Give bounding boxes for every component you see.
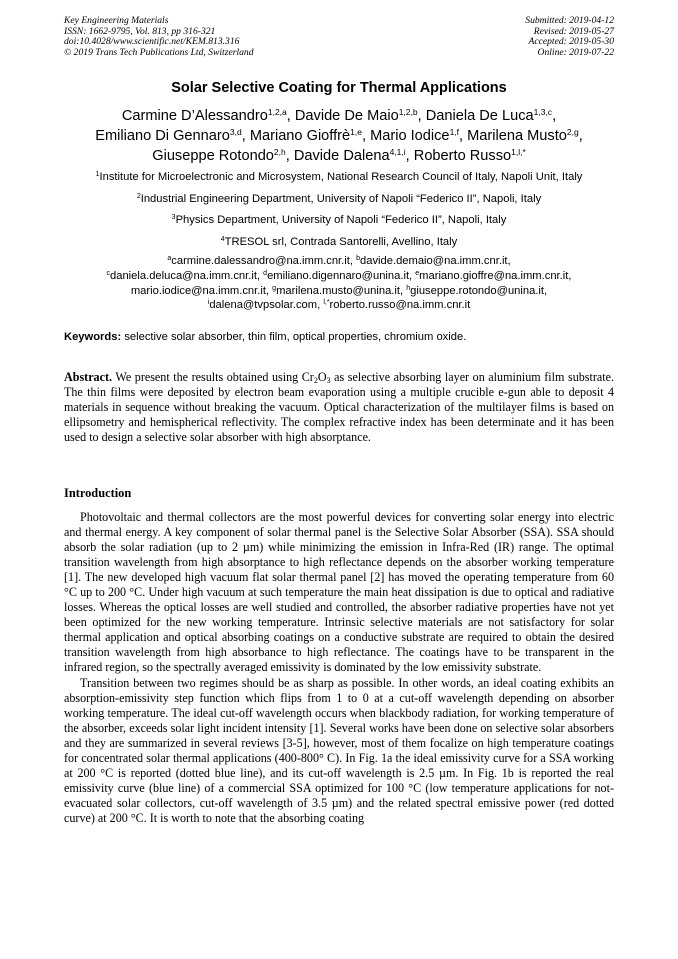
author-sup: 2,h	[273, 147, 286, 157]
affiliation	[50, 232, 628, 254]
date-revised: Revised: 2019-05-27	[533, 25, 614, 37]
affiliation-text: Institute for Microelectronic and Microsystem, National Research Council of Italy, Napoli Unit, Italy	[99, 171, 583, 183]
author-name: Davide De Maio	[294, 108, 399, 124]
abstract-text: as selective absorbing layer on aluminium film substrate. The thin films were deposited by electron beam evaporation using a multiple crucible e-gun able to deposit 4 materials in sequence without breaking the vacuum. Optical characterization of the multilayer films is based on ellipsometry and hemispherical reflectivity. The complex refractive index has been determinate and it has been used to design a selective solar absorber with high absorptance.	[64, 370, 615, 444]
author-name: Davide Dalena	[293, 148, 390, 164]
affiliation-sup: 4	[220, 235, 225, 243]
email-line: $^i$dalena@tvpsolar.com, $^{l,*}$roberto.russo@na.imm.cnr.it	[207, 299, 471, 312]
author-name: Marilena Musto	[467, 128, 567, 144]
section-heading: Introduction	[64, 486, 132, 500]
author-sup: 1,2,b	[398, 107, 418, 117]
journal-name: Key Engineering Materials	[64, 15, 169, 26]
introduction-body	[64, 510, 614, 826]
affiliation-text: TRESOL srl, Contrada Santorelli, Avellino, Italy	[224, 235, 458, 248]
keywords-label: Keywords:	[64, 331, 122, 343]
paragraph: Photovoltaic and thermal collectors are the most powerful devices for converting solar energy into electric and thermal energy. A key component of solar thermal panel is the Selective Solar Absorber (SSA). SSA should absorb the solar radiation (up to 2 µm) while minimizing the emission in Infra-Red (IR) range. The optimal transition wavelength from high absorptance to high reflectance depends on the absorber working temperature [1]. The new developed high vacuum flat solar thermal panel [2] has moved the operating temperature from 60 °C up to 200 °C. Under high vacuum at such temperature the main heat dissipation is due to optical and radiative losses. Whereas the optical losses are well studied and controlled, the absorber radiative properties have not yet been optimized for the new working temperature. Intrinsic selective materials are not satisfactory for solar thermal application and optical absorbing coatings on a conductive substrate are required to obtain the desired transition wavelength from high absorbance to high reflectance. The coatings have to be transparent in the infrared region, so the spectrally averaged emissivity is dominated by the low emissivity substrate.	[64, 510, 614, 675]
author-sup: 4,1,i	[389, 147, 406, 157]
email-line: $^a$carmine.dalessandro@na.imm.cnr.it, $^b$davide.demaio@na.imm.cnr.it,	[167, 255, 511, 267]
email-list	[50, 254, 628, 313]
author-name: Carmine D’Alessandro	[121, 108, 268, 124]
author-sup: 3,d	[229, 127, 242, 137]
author-sup: 1,e	[350, 127, 362, 137]
author-line: Emiliano Di Gennaro$^{3,d}$, Mariano Gioffrè$^{1,e}$, Mario Iodice$^{1,f}$, Marilena Musto$^{2,g}$,	[95, 127, 583, 144]
author-sup: 2,g	[566, 127, 579, 137]
abstract-text: We present the results obtained using Cr	[115, 370, 314, 384]
email-address[interactable]: daniela.deluca@na.imm.cnr.it	[110, 269, 257, 282]
keywords	[64, 331, 614, 343]
affiliation-text: Physics Department, University of Napoli “Federico II”, Napoli, Italy	[175, 214, 507, 226]
email-line: $^c$daniela.deluca@na.imm.cnr.it, $^d$emiliano.digennaro@unina.it, $^e$mariano.gioffre@na.imm.cnr.it,	[106, 269, 572, 282]
email-sup: i	[207, 299, 210, 307]
email-address[interactable]: marilena.musto@unina.it	[276, 284, 400, 297]
email-sup: a	[167, 255, 172, 262]
affiliation-text: Industrial Engineering Department, University of Napoli “Federico II”, Napoli, Italy	[140, 192, 542, 205]
email-address[interactable]: mario.iodice@na.imm.cnr.it	[130, 284, 266, 297]
author-sup: 1,2,a	[267, 107, 287, 117]
abstract-label: Abstract.	[64, 370, 113, 384]
author-line: Carmine D’Alessandro$^{1,2,a}$, Davide De Maio$^{1,2,b}$, Daniela De Luca$^{1,3,c}$,	[121, 107, 557, 124]
author-name: Emiliano Di Gennaro	[95, 128, 230, 144]
author-name: Roberto Russo	[413, 148, 512, 164]
journal-copyright: © 2019 Trans Tech Publications Ltd, Switzerland	[64, 47, 254, 59]
email-sup: d	[263, 269, 268, 277]
email-address[interactable]: davide.demaio@na.imm.cnr.it	[360, 255, 508, 267]
email-sup: l,*	[323, 299, 330, 307]
formula-subscript: 3	[326, 376, 331, 385]
email-address[interactable]: dalena@tvpsolar.com	[209, 299, 318, 312]
affiliation	[50, 210, 628, 232]
email-address[interactable]: giuseppe.rotondo@unina.it	[410, 284, 545, 297]
email-address[interactable]: roberto.russo@na.imm.cnr.it	[329, 299, 471, 312]
email-line: mario.iodice@na.imm.cnr.it, $^g$marilena.musto@unina.it, $^h$giuseppe.rotondo@unina.it,	[130, 284, 548, 297]
date-accepted: Accepted: 2019-05-30	[528, 36, 614, 48]
affiliation-sup: 3	[171, 214, 176, 221]
journal-doi: doi:10.4028/www.scientific.net/KEM.813.316	[64, 36, 240, 48]
author-sup: 1,3,c	[533, 107, 553, 117]
publication-dates	[525, 16, 614, 59]
author-sup: 1,f	[449, 127, 460, 137]
email-address[interactable]: carmine.dalessandro@na.imm.cnr.it	[171, 255, 350, 267]
date-online: Online: 2019-07-22	[537, 47, 614, 59]
email-sup: b	[356, 255, 360, 262]
affiliation-sup: 2	[136, 192, 141, 200]
journal-issn: ISSN: 1662-9795, Vol. 813, pp 316-321	[64, 25, 216, 37]
abstract-text: O	[317, 370, 327, 384]
email-sup: c	[106, 269, 111, 277]
affiliation-block	[50, 167, 628, 313]
email-sup: e	[415, 269, 420, 277]
author-name: Giuseppe Rotondo	[152, 148, 274, 164]
author-sup: 1,l,*	[511, 147, 526, 157]
journal-info	[64, 16, 254, 59]
affiliation	[50, 167, 628, 189]
paragraph: Transition between two regimes should be as sharp as possible. In other words, an ideal coating exhibits an absorption-emissivity step function which flips from 1 to 0 at a cut-off wavelength depending on absorber working temperature. The ideal cut-off wavelength occurs when blackbody radiation, for working temperature of the absorber, exceeds solar light incident intensity [1]. Several works have been done on selective solar absorbers and they are summarized in several reviews [3-5], however, most of them focalize on high temperature coatings for concentrated solar thermal applications (400-800° C). In Fig. 1a the ideal emissivity curve for a SSA working at 200 °C is reported (dotted blue line), and its cut-off wavelength is 2.5 µm. In Fig. 1b is reported the real emissivity curve (blue line) of a commercial SSA optimized for 100 °C (low temperature applications for not-evacuated solar collectors, cut-off wavelength of 3.5 µm) and the related spectral emissive power (red dotted curve) at 200 °C. It is worth to note that the absorbing coating	[64, 675, 614, 825]
email-sup: g	[272, 284, 277, 292]
email-address[interactable]: emiliano.digennaro@unina.it	[267, 269, 410, 282]
affiliation-sup: 1	[95, 171, 100, 178]
date-submitted: Submitted: 2019-04-12	[525, 15, 614, 26]
author-list	[50, 106, 628, 166]
affiliation	[50, 189, 628, 211]
paper-title: Solar Selective Coating for Thermal Applications	[171, 80, 507, 96]
author-name: Mario Iodice	[370, 128, 450, 144]
email-sup: h	[406, 284, 411, 292]
email-address[interactable]: mariano.gioffre@na.imm.cnr.it	[419, 269, 569, 282]
keywords-text: selective solar absorber, thin film, optical properties, chromium oxide.	[124, 331, 467, 343]
abstract	[64, 370, 614, 445]
author-name: Daniela De Luca	[425, 108, 534, 124]
author-line: Giuseppe Rotondo$^{2,h}$, Davide Dalena$^{4,1,i}$, Roberto Russo$^{1,l,*}$	[152, 147, 526, 164]
formula-subscript: 2	[313, 376, 318, 385]
author-name: Mariano Gioffrè	[249, 128, 351, 144]
